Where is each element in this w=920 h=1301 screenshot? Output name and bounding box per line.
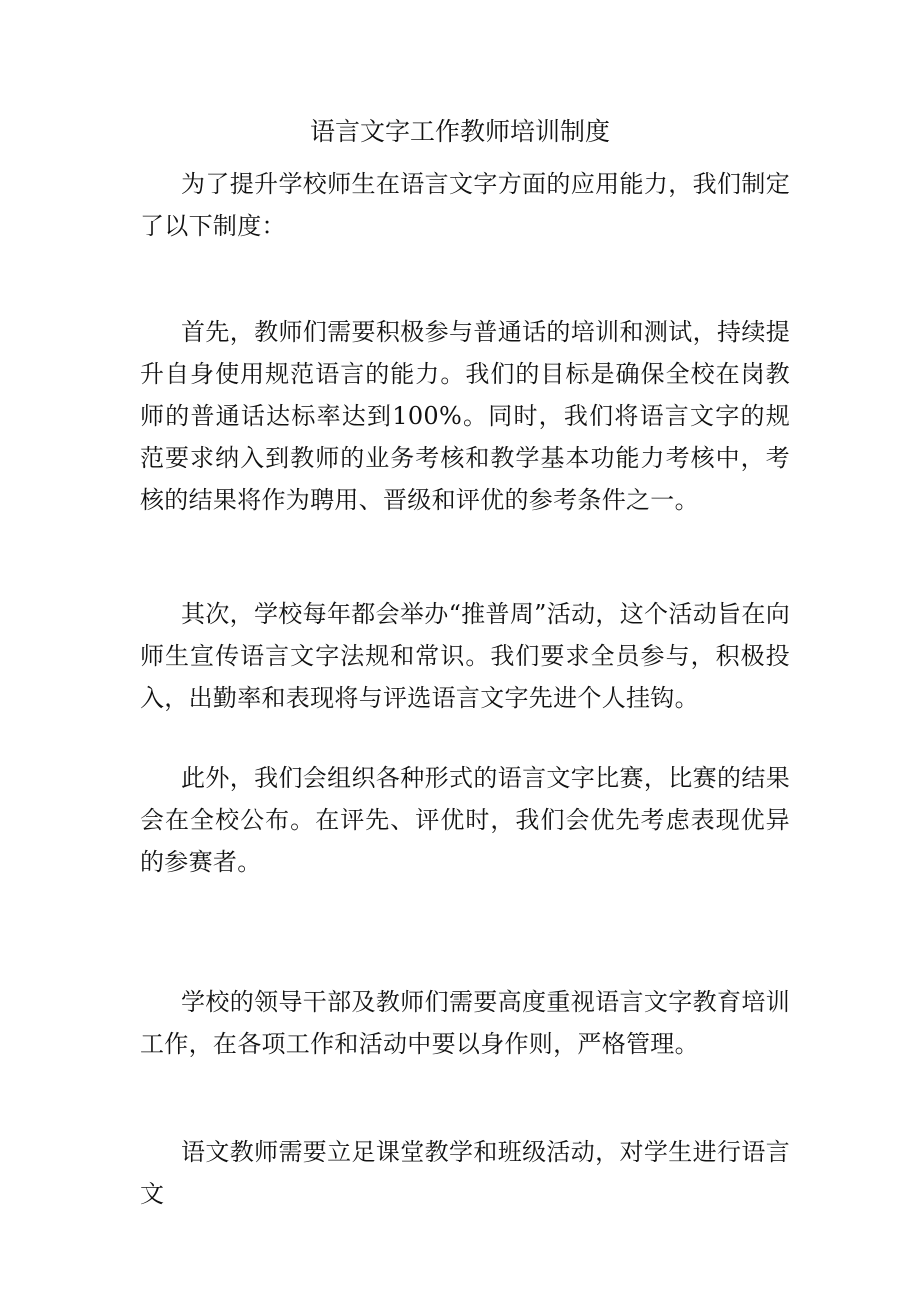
paragraph-second: 其次，学校每年都会举办“推普周”活动，这个活动旨在向师生宣传语言文字法规和常识。我们要求全员参与，积极投入，出勤率和表现将与评选语言文字先进个人挂钩。: [140, 600, 790, 712]
paragraph-additionally: 此外，我们会组织各种形式的语言文字比赛，比赛的结果会在全校公布。在评先、评优时，我们会优先考虑表现优异的参赛者。: [140, 764, 790, 876]
paragraph-chinese-teachers: 语文教师需要立足课堂教学和班级活动，对学生进行语言文: [140, 1138, 790, 1208]
paragraph-first: 首先，教师们需要积极参与普通话的培训和测试，持续提升自身使用规范语言的能力。我们的目标是确保全校在岗教师的普通话达标率达到100%。同时，我们将语言文字的规范要求纳入到教师的业务考核和教学基本功能力考核中，考核的结果将作为聘用、晋级和评优的参考条件之一。: [140, 318, 790, 514]
paragraph-leadership: 学校的领导干部及教师们需要高度重视语言文字教育培训工作，在各项工作和活动中要以身作则，严格管理。: [140, 988, 790, 1058]
paragraph-intro: 为了提升学校师生在语言文字方面的应用能力，我们制定了以下制度：: [140, 170, 790, 240]
document-title: 语言文字工作教师培训制度: [309, 117, 610, 146]
